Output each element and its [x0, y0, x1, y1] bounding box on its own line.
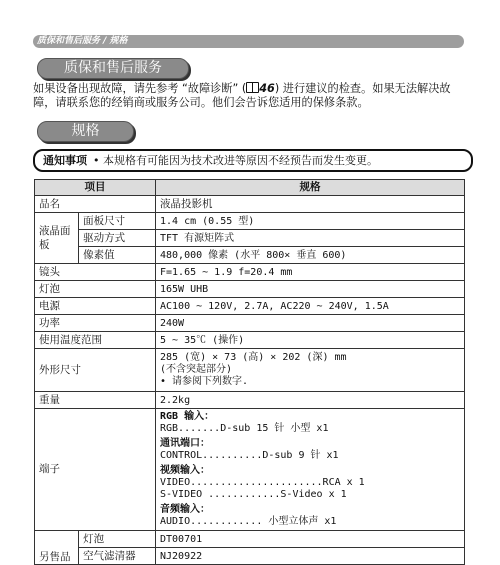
notice-text: • 本规格有可能因为技术改进等原因不经预告而发生变更。: [93, 154, 378, 167]
header-spec: 规格: [156, 180, 465, 196]
warranty-heading: 质保和售后服务: [37, 58, 189, 79]
table-row: [35, 392, 465, 409]
notice-box: [33, 149, 473, 172]
table-row: [35, 531, 465, 548]
row-value: [156, 409, 465, 531]
row-label: 另售品: [35, 531, 79, 565]
port-heading: 音频输入：: [160, 504, 210, 515]
row-value: 480,000 像素 (水平 800× 垂直 600): [156, 247, 465, 264]
port-line: AUDIO............ 小型立体声 x1: [160, 516, 337, 527]
section-header-bar: [33, 35, 464, 48]
row-value: 240W: [156, 315, 465, 332]
row-value: NJ20922: [156, 548, 465, 565]
row-sublabel: 面板尺寸: [79, 213, 156, 230]
port-heading: 视频输入：: [160, 465, 210, 476]
row-label: 功率: [35, 315, 156, 332]
row-label: 使用温度范围: [35, 332, 156, 349]
warranty-text-after: ) 进行建议的检查。如果无法解决故障，请联系您的经销商或服务公司。他们会告诉您适用的保修条款。: [33, 82, 451, 109]
page-reference-link[interactable]: 46: [259, 82, 275, 95]
book-icon: [246, 82, 259, 93]
table-row: [35, 315, 465, 332]
row-label: 液晶面板: [35, 213, 79, 264]
row-sublabel: 驱动方式: [79, 230, 156, 247]
table-row: [35, 230, 465, 247]
table-row: [35, 332, 465, 349]
table-row: [35, 548, 465, 565]
dims-line: • 请参阅下列数字.: [160, 376, 249, 387]
table-row: [35, 264, 465, 281]
table-row: [35, 213, 465, 230]
row-value: [156, 349, 465, 392]
row-value: 165W UHB: [156, 281, 465, 298]
row-label: 重量: [35, 392, 156, 409]
row-label: 镜头: [35, 264, 156, 281]
port-line: VIDEO......................RCA x 1: [160, 477, 365, 488]
specs-heading: 规格: [37, 121, 134, 142]
row-value: 1.4 cm (0.55 型): [156, 213, 465, 230]
row-label: 外形尺寸: [35, 349, 156, 392]
breadcrumb: 质保和售后服务 / 规格: [37, 36, 128, 46]
row-sublabel: 像素值: [79, 247, 156, 264]
spec-table: [34, 179, 465, 565]
header-item: 项目: [35, 180, 156, 196]
port-heading: 通讯端口：: [160, 438, 210, 449]
table-row: [35, 349, 465, 392]
row-value: 液晶投影机: [156, 196, 465, 213]
row-value: TFT 有源矩阵式: [156, 230, 465, 247]
row-value: 2.2kg: [156, 392, 465, 409]
dims-line: (不含突起部分): [160, 364, 233, 375]
row-value: AC100 ~ 120V, 2.7A, AC220 ~ 240V, 1.5A: [156, 298, 465, 315]
row-value: F=1.65 ~ 1.9 f=20.4 mm: [156, 264, 465, 281]
port-line: CONTROL..........D-sub 9 针 x1: [160, 450, 339, 461]
row-value: DT00701: [156, 531, 465, 548]
row-label: 灯泡: [35, 281, 156, 298]
warranty-text-before: 如果设备出现故障，请先参考 “故障诊断” (: [33, 82, 247, 95]
row-sublabel: 灯泡: [79, 531, 156, 548]
notice-label: 通知事项: [43, 154, 87, 167]
port-line: S-VIDEO ............S-Video x 1: [160, 489, 347, 500]
warranty-paragraph: [33, 82, 468, 110]
table-row: [35, 281, 465, 298]
row-value: 5 ~ 35℃ (操作): [156, 332, 465, 349]
port-heading: RGB 输入：: [160, 411, 215, 422]
table-row: [35, 196, 465, 213]
row-label: 品名: [35, 196, 156, 213]
table-row: [35, 247, 465, 264]
row-label: 电源: [35, 298, 156, 315]
table-header-row: [35, 180, 465, 196]
row-label: 端子: [35, 409, 156, 531]
row-sublabel: 空气滤清器: [79, 548, 156, 565]
dims-line: 285 (宽) × 73 (高) × 202 (深) mm: [160, 352, 347, 363]
table-row: [35, 298, 465, 315]
table-row: [35, 409, 465, 531]
port-line: RGB.......D-sub 15 针 小型 x1: [160, 423, 329, 434]
